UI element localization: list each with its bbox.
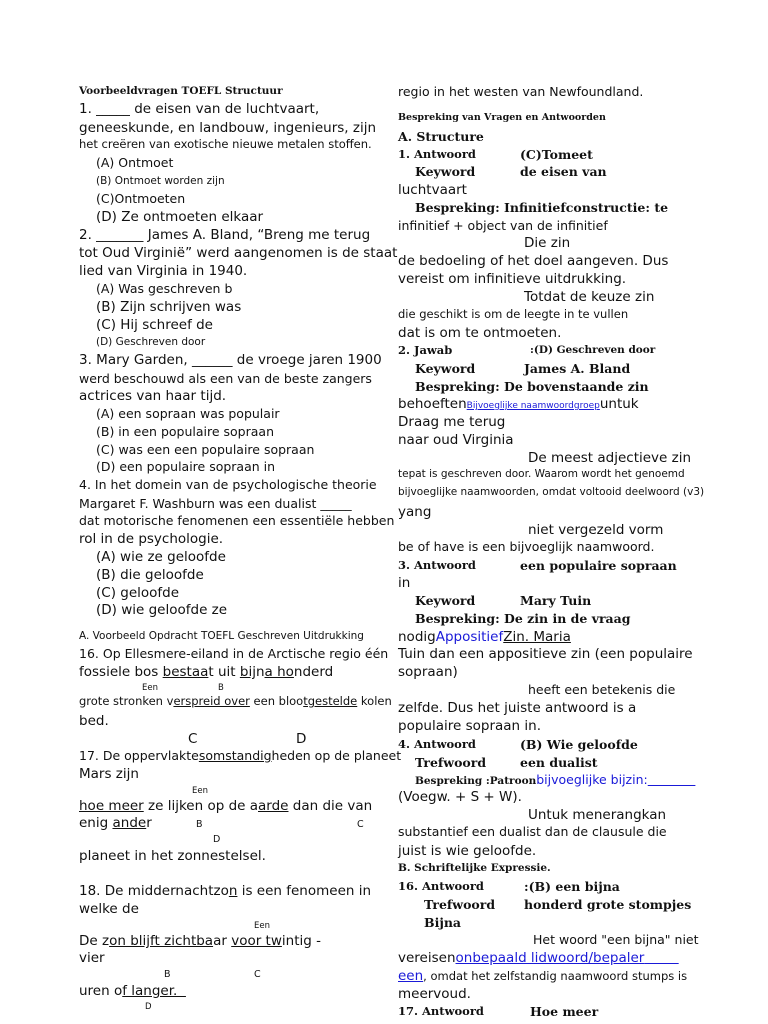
question-16-line: 16. Op Ellesmere-eiland in de Arctische regio één [79,646,389,661]
question-16-line [79,666,333,680]
discussion-line: Het woord "een bijna" niet [533,932,699,947]
option-c: (C) Hij schreef de [96,317,213,333]
option-c: (C)Ontmoeten [96,191,186,206]
question-18-line: De zon blijft zichtbaar voor twintig - [79,933,321,949]
option-a: (A) wie ze geloofde [96,549,226,565]
question-18-line: welke de [79,901,139,917]
question-18-line: 18. De middernachtzon is een fenomeen in [79,883,372,899]
option-b: (B) in een populaire sopraan [96,424,274,439]
option-c: (C) was een een populaire sopraan [96,442,315,457]
keyword-value: de eisen van [520,164,607,179]
discussion-line: tepat is geschreven door. Waarom wordt het genoemd [398,468,685,480]
option-c: (C) geloofde [96,585,180,601]
discussion-line: meervoud. [398,986,471,1002]
question-17-line: 17. De oppervlaktesomstandigheden op de planeet [79,748,402,763]
keyword-label: Trefwoord [424,897,496,912]
answer-label: 2. Jawab [398,343,453,357]
keyword-cont: Bijna [424,915,462,930]
document-title: Voorbeeldvragen TOEFL Structuur [79,85,283,97]
glossary-link[interactable]: onbepaald lidwoord/bepaler [455,950,645,966]
discussion-line: Tuin dan een appositieve zin (een populaire [398,646,693,662]
section-heading: A. Voorbeeld Opdracht TOEFL Geschreven Uitdrukking [79,630,364,642]
question-17-line: hoe meer ze lijken op de aarde dan die van [79,798,373,814]
section-expression: B. Schriftelijke Expressie. [398,862,551,874]
question-4-line: rol in de psychologie. [79,531,224,547]
question-4-line: Margaret F. Washburn was een dualist _____ [79,496,352,511]
option-d: (D) wie geloofde ze [96,602,228,618]
answer-label: 4. Antwoord [398,737,476,751]
question-17-line: Mars zijn [79,766,139,782]
question-16-line: bed. [79,713,109,729]
answer-mark-a: Een [142,683,158,693]
keyword-label: Keyword [415,361,476,376]
discussion-line: yang [398,504,432,520]
answers-heading: Bespreking van Vragen en Antwoorden [398,112,606,123]
discussion-line [398,952,679,966]
question-4-line: dat motorische fenomenen een essentiële hebben [79,513,395,528]
glossary-link[interactable]: bijvoeglijke bijzin: [536,772,648,787]
question-17-line: planeet in het zonnestelsel. [79,848,266,864]
keyword-value: een dualist [520,755,598,770]
answer-mark-b: B [196,819,203,830]
discussion-label: Bespreking: De bovenstaande zin [415,379,649,394]
discussion-line [398,970,687,984]
keyword-value: Mary Tuin [520,593,592,608]
option-a: (A) Ontmoet [96,155,174,170]
discussion-line: dat is om te ontmoeten. [398,325,562,341]
discussion-line: niet vergezeld vorm [528,522,664,538]
discussion-line: die geschikt is om de leegte in te vullen [398,307,629,321]
answer-mark-d: D [213,834,221,845]
glossary-link[interactable]: Bijvoeglijke naamwoordgroep [466,401,600,411]
question-4-line: 4. In het domein van de psychologische theorie [79,477,377,492]
discussion-line: sopraan) [398,664,458,680]
answer-label: 16. Antwoord [398,879,484,893]
answer-value: :(D) Geschreven door [530,344,656,356]
option-d: (D) Geschreven door [96,336,206,348]
keyword-value: honderd grote stompjes [524,897,692,912]
discussion-line: Totdat de keuze zin [524,289,655,305]
text-segment: untuk [599,396,639,412]
text-segment: Zin. Maria [503,629,571,645]
question-2-line: 2. _______ James A. Bland, “Breng me terug [79,227,371,243]
option-d: (D) een populaire sopraan in [96,459,276,474]
answer-mark-a: Een [192,786,208,796]
question-1-line: het creëren van exotische nieuwe metalen stoffen. [79,137,372,151]
answer-value: :(B) een bijna [524,879,620,894]
discussion-line: Die zin [524,235,571,251]
answer-value: een populaire sopraan [520,558,677,573]
discussion-line: juist is wie geloofde. [398,843,537,859]
discussion-label: Bespreking: De zin in de vraag [415,611,631,626]
option-b: (B) die geloofde [96,567,204,583]
discussion-line [398,398,639,412]
q16-text: fossiele bos bestaat uit bijna honderd [79,664,334,680]
option-d: (D) Ze ontmoeten elkaar [96,209,264,225]
question-18-line: uren of langer. [79,983,186,999]
answer-value: (B) Wie geloofde [520,737,638,752]
glossary-link[interactable]: een [398,968,424,984]
discussion-line: heeft een betekenis die [528,682,676,697]
discussion-line [398,631,579,645]
option-a: (A) een sopraan was populair [96,406,280,421]
text-segment: , omdat het zelfstandig naamwoord stumps is [423,969,688,983]
answer-label: 3. Antwoord [398,558,476,572]
answer-mark-a: Een [254,921,270,931]
discussion-line: populaire sopraan in. [398,718,541,734]
answer-mark-c: C [357,819,364,830]
question-2-line: lied van Virginia in 1940. [79,263,248,279]
text-segment: nodig [398,629,436,645]
question-2-line: tot Oud Virginië” werd aangenomen is de staat [79,245,398,261]
answer-mark-c: C [254,969,261,980]
discussion-line: de bedoeling of het doel aangeven. Dus [398,253,669,269]
keyword-cont: luchtvaart [398,182,467,198]
discussion-label: Bespreking: Infinitiefconstructie: te [415,200,669,215]
question-18-line: vier [79,950,105,966]
text-segment: vereisen [398,950,456,966]
discussion-line: be of have is een bijvoeglijk naamwoord. [398,539,655,554]
answer-mark-b: B [164,969,171,980]
answer-mark-d: D [145,1002,152,1012]
answer-mark-d: D [296,731,307,747]
answer-value: (C)Tomeet [520,147,593,162]
discussion-line: Draag me terug [398,414,506,430]
option-a: (A) Was geschreven b [96,281,233,296]
answer-label: 17. Antwoord [398,1004,484,1018]
question-17-line: enig ander [79,815,152,831]
answer-value: Hoe meer [530,1004,599,1019]
question-1-line: geneeskunde, en landbouw, ingenieurs, zijn [79,120,377,136]
discussion-line: (Voegw. + S + W). [398,789,522,805]
discussion-line: naar oud Virginia [398,432,514,448]
discussion-line: bijvoeglijke naamwoorden, omdat voltooid deelwoord (v3) [398,486,705,498]
keyword-value: James A. Bland [524,361,631,376]
discussion-label: Bespreking :Patroon [415,775,537,787]
text-segment: behoeften [398,396,467,412]
question-3-line: werd beschouwd als een van de beste zangers [79,371,372,386]
discussion-line: substantief een dualist dan de clausule die [398,824,667,839]
discussion-line: De meest adjectieve zin [528,450,692,466]
question-3-line: actrices van haar tijd. [79,388,227,404]
discussion-line: infinitief + object van de infinitief [398,218,608,233]
option-b: (B) Ontmoet worden zijn [96,175,225,187]
answer-mark-c: C [188,731,198,747]
keyword-label: Keyword [415,593,476,608]
answer-mark-b: B [218,683,224,693]
keyword-label: Trefwoord [415,755,487,770]
answer-label: 1. Antwoord [398,147,476,161]
continued-line: regio in het westen van Newfoundland. [398,84,644,99]
question-16-line: grote stronken verspreid over een blootgestelde kolen [79,694,392,708]
question-1-line: 1. _____ de eisen van de luchtvaart, [79,101,320,117]
discussion-line [415,774,695,787]
discussion-line: Untuk menerangkan [528,807,667,823]
section-structure: A. Structure [398,129,484,144]
discussion-line: vereist om infinitieve uitdrukking. [398,271,627,287]
discussion-line: zelfde. Dus het juiste antwoord is a [398,700,637,716]
glossary-link[interactable]: Appositief [435,629,504,645]
option-b: (B) Zijn schrijven was [96,299,242,315]
answer-cont: in [398,575,411,591]
keyword-label: Keyword [415,164,476,179]
question-3-line: 3. Mary Garden, ______ de vroege jaren 1900 [79,352,382,368]
